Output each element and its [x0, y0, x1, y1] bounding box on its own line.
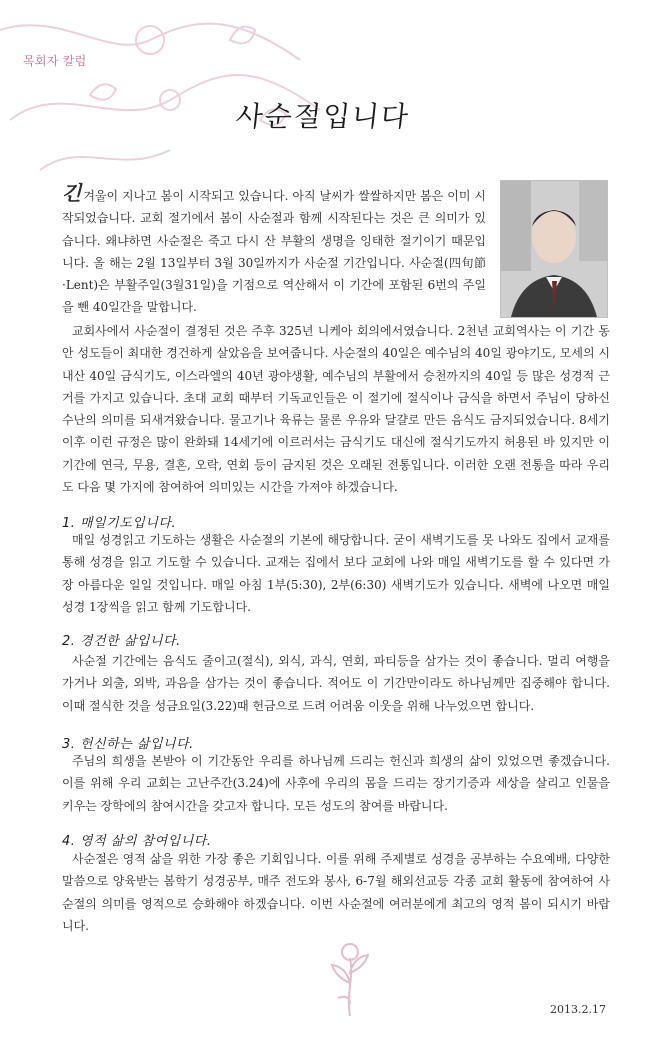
section-text-1: 매일 성경읽고 기도하는 생활은 사순절의 기본에 해당합니다. 굳이 새벽기도를 못 나와도 집에서 교재를 통해 성경을 읽고 기도할 수 있습니다. 교재는 집에서 보다 교회에 나와 매일 새벽기도를 할 수 있다면 가장 아름다운 일일 것입니다. 매일 아침 1부(5:30), 2부(6:30) 새벽기도가 있습니다. 새벽에 나오면 매일 성경 1장씩을 읽고 함께 기도합니다.	[62, 533, 610, 614]
author-portrait-icon	[501, 181, 607, 317]
section-text-2: 사순절 기간에는 음식도 줄이고(절식), 외식, 과식, 연회, 파티등을 삼가는 것이 좋습니다. 멀리 여행을 가거나 외출, 외박, 과음을 삼가는 것이 좋습니다. 적어도 이 기간만이라도 하나님께만 집중해야 합니다. 이때 절식한 것을 성금요일(3.22)때 헌금으로 드려 어려움 이웃을 위해 나누었으면 합니다.	[62, 654, 610, 713]
section-text-4: 사순절은 영적 삶을 위한 가장 좋은 기회입니다. 이를 위해 주제별로 성경을 공부하는 수요예배, 다양한 말씀으로 양육받는 봄학기 성경공부, 매주 전도와 봉사, 6-7월 해외선교등 각종 교회 활동에 참여하여 사순절의 의미를 영적으로 승화해야 하겠습니다. 이번 사순절에 여러분에게 최고의 영적 봄이 되시기 바랍니다.	[62, 852, 610, 933]
section-label: 목회자 칼럼	[23, 54, 87, 68]
flower-icon	[310, 938, 390, 1018]
section-heading-3: 3. 헌신하는 삶입니다.	[62, 737, 194, 752]
main-paragraph: 교회사에서 사순절이 결정된 것은 주후 325년 니케아 회의에서였습니다. 2천년 교회역사는 이 기간 동안 성도들이 최대한 경건하게 살았음을 보여줍니다. 사순절의 40일은 예수님의 40일 광야기도, 모세의 시내산 40일 금식기도, 이스라엘의 40년 광야생활, 예수님의 부활에서 승천까지의 40일 등 많은 성경적 근거를 가지고 있습니다. 초대 교회 때부터 기독교인들은 이 절기에 절식이나 금식을 하면서 주님이 당하신 수난의 의미를 되새겨왔습니다. 물고기나 육류는 물론 우유와 달걀로 만든 음식도 금지되었습니다. 8세기 이후 이런 규정은 많이 완화돼 14세기에 이르러서는 금식기도 대신에 절식기도까지 허용된 바 있지만 이 기간에 연극, 무용, 결혼, 오락, 연회 등이 금지된 것은 오래된 전통입니다. 이러한 오랜 전통을 따라 우리도 다음 몇 가지에 참여하여 의미있는 시간을 가져야 하겠습니다.	[62, 324, 610, 495]
section-heading-2: 2. 경건한 삶입니다.	[62, 634, 181, 649]
intro-text: 겨울이 지나고 봄이 시작되고 있습니다. 아직 날씨가 쌀쌀하지만 봄은 이미 시작되었습니다. 교회 절기에서 봄이 사순절과 함께 시작된다는 것은 큰 의미가 있습니다. 왜냐하면 사순절은 죽고 다시 산 부활의 생명을 잉태한 절기이기 때문입니다. 올 해는 2월 13일부터 3월 30일까지가 사순절 기간입니다. 사순절(四旬節·Lent)은 부활주일(3월31일)을 기점으로 역산해서 이 기간에 포함된 6번의 주일을 뺀 40일간을 말합니다.	[62, 189, 486, 315]
article-title: 사순절입니다	[233, 100, 412, 133]
section-heading-4: 4. 영적 삶의 참여입니다.	[62, 834, 212, 849]
intro-paragraph	[62, 182, 486, 319]
author-photo	[500, 180, 608, 318]
section-heading-1: 1. 매일기도입니다.	[62, 516, 177, 531]
publish-date: 2013.2.17	[550, 1003, 606, 1016]
drop-cap: 긴	[62, 181, 82, 205]
section-text-3: 주님의 희생을 본받아 이 기간동안 우리를 하나님께 드리는 헌신과 희생의 삶이 있었으면 좋겠습니다. 이를 위해 우리 교회는 고난주간(3.24)에 사후에 우리의 몸을 드리는 장기기증과 세상을 살리고 인물을 키우는 장학에의 참여시간을 갖고자 합니다. 모든 성도의 참여를 바랍니다.	[62, 754, 610, 813]
